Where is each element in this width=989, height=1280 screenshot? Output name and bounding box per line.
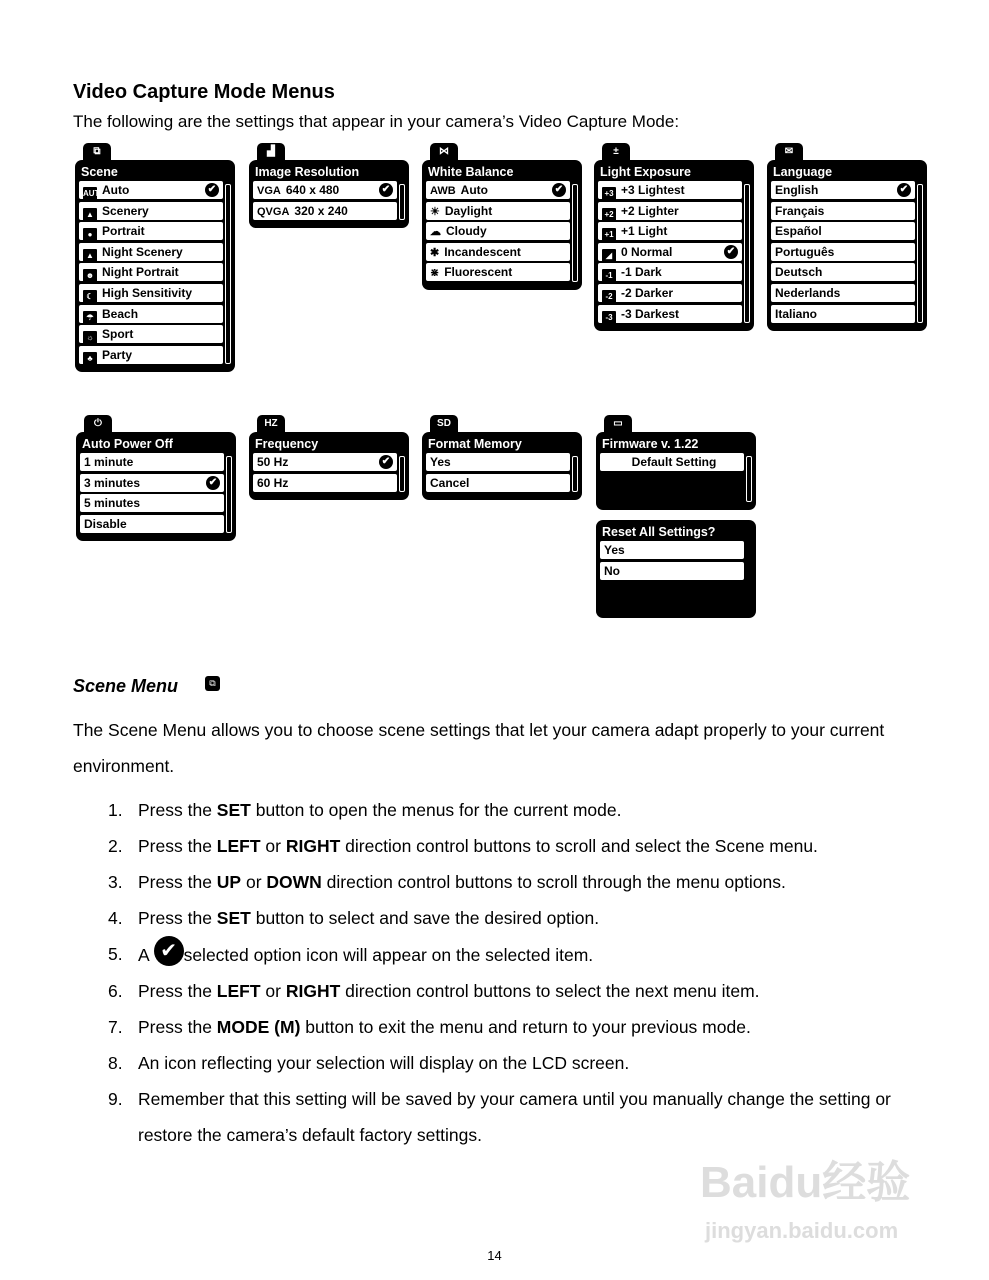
item-label: 3 minutes xyxy=(84,475,141,490)
item-label: Deutsch xyxy=(775,265,823,280)
menu-title: Auto Power Off xyxy=(82,437,173,451)
item-label: -2 Darker xyxy=(621,285,674,300)
check-icon: ✔ xyxy=(379,455,393,469)
scene-menu-heading: Scene Menu xyxy=(73,676,179,696)
scene-tab-icon: ⧉ xyxy=(83,143,111,163)
button-name: RIGHT xyxy=(285,836,341,856)
step-number: 5. xyxy=(108,944,123,964)
menu-item[interactable] xyxy=(600,562,744,580)
menu-panel xyxy=(249,432,409,500)
check-icon: ✔ xyxy=(724,245,738,259)
scrollbar[interactable] xyxy=(572,456,578,492)
text-segment: button to select and save the desired option. xyxy=(250,908,600,928)
text-segment: or xyxy=(260,836,286,856)
item-label: -1 Dark xyxy=(621,265,662,280)
text-segment: A xyxy=(138,945,154,965)
button-name: SET xyxy=(216,908,251,928)
menu-item[interactable] xyxy=(426,474,570,492)
menu-item[interactable] xyxy=(426,222,570,240)
menu-item[interactable] xyxy=(253,202,397,220)
item-icon: ◢ xyxy=(602,249,616,262)
text-segment: Press the xyxy=(138,872,217,892)
scene-description: The Scene Menu allows you to choose scene settings that let your camera adapt properly to your current environment. xyxy=(73,720,885,776)
step-item xyxy=(108,936,928,973)
menu-item[interactable] xyxy=(80,474,224,492)
menu-panel xyxy=(594,160,754,331)
menu-item[interactable] xyxy=(771,305,915,323)
item-label: 1 minute xyxy=(84,455,134,469)
step-item xyxy=(108,792,928,828)
button-name: SET xyxy=(216,800,251,820)
step-number: 7. xyxy=(108,1017,123,1037)
scene-icon: ⧉ xyxy=(205,676,220,691)
step-item xyxy=(108,1045,928,1081)
step-text xyxy=(138,936,593,973)
menu-item[interactable] xyxy=(79,222,223,240)
step-number: 3. xyxy=(108,872,123,892)
format-tab-icon: SD xyxy=(430,415,458,435)
menu-exposure xyxy=(594,146,754,331)
step-item xyxy=(108,864,928,900)
item-label: Sport xyxy=(102,327,134,342)
watermark-logo: Baidu经验 xyxy=(700,1158,911,1207)
menu-panel xyxy=(596,432,756,510)
item-prefix-icon: AWB xyxy=(430,185,456,197)
item-icon: -3 xyxy=(602,311,616,324)
scrollbar[interactable] xyxy=(225,184,231,364)
scrollbar[interactable] xyxy=(572,184,578,282)
step-text xyxy=(138,973,760,1009)
item-icon: ☂ xyxy=(83,311,97,324)
item-prefix-icon: ☀ xyxy=(430,205,440,218)
text-segment: Press the xyxy=(138,908,217,928)
item-prefix-icon: ☁ xyxy=(430,226,441,239)
item-icon: ● xyxy=(83,228,97,241)
menu-item[interactable] xyxy=(600,453,744,471)
item-label: 320 x 240 xyxy=(294,203,348,218)
menu-language xyxy=(767,146,927,331)
step-text xyxy=(138,900,599,936)
text-segment: or xyxy=(260,981,286,1001)
step-number: 2. xyxy=(108,836,123,856)
section-heading: Video Capture Mode Menus xyxy=(73,81,335,103)
scrollbar[interactable] xyxy=(226,456,232,533)
item-label: Beach xyxy=(102,306,139,321)
item-icon: ▲ xyxy=(83,249,97,262)
menu-item[interactable] xyxy=(426,243,570,261)
menu-title: Scene xyxy=(81,165,118,179)
text-segment: button to exit the menu and return to your previous mode. xyxy=(300,1017,751,1037)
button-name: LEFT xyxy=(216,981,261,1001)
menu-item[interactable] xyxy=(426,202,570,220)
item-label: No xyxy=(604,563,620,578)
text-segment: Remember that this setting will be saved by your camera until you manually change the setting or restore the camera’s default factory settings. xyxy=(138,1089,891,1145)
menu-panel xyxy=(76,432,236,541)
menu-panel xyxy=(422,432,582,500)
menu-item[interactable] xyxy=(771,222,915,240)
exposure-tab-icon: ± xyxy=(602,143,630,163)
text-segment: button to open the menus for the current mode. xyxy=(250,800,622,820)
menu-power xyxy=(76,418,236,541)
step-item xyxy=(108,1009,928,1045)
menu-item[interactable] xyxy=(80,453,224,471)
item-label: 50 Hz xyxy=(257,455,289,469)
text-segment: direction control buttons to select the next menu item. xyxy=(340,981,760,1001)
item-label: Cloudy xyxy=(446,224,487,239)
button-name: LEFT xyxy=(216,836,261,856)
menu-freq xyxy=(249,418,409,500)
menu-item[interactable] xyxy=(80,515,224,533)
item-label: 5 minutes xyxy=(84,496,141,511)
text-segment: direction control buttons to scroll through the menu options. xyxy=(321,872,786,892)
menu-title: Image Resolution xyxy=(255,165,360,179)
text-segment: An icon reflecting your selection will display on the LCD screen. xyxy=(138,1053,630,1073)
text-segment: or xyxy=(241,872,267,892)
button-name: UP xyxy=(216,872,242,892)
menu-item[interactable] xyxy=(253,453,397,471)
firmware-tab-icon: ▭ xyxy=(604,415,632,435)
intro-text: The following are the settings that appear in your camera’s Video Capture Mode: xyxy=(73,112,680,131)
menu-panel xyxy=(767,160,927,331)
text-segment: Press the xyxy=(138,981,217,1001)
item-label: English xyxy=(775,183,819,197)
step-item xyxy=(108,900,928,936)
item-label: Español xyxy=(775,224,822,239)
scrollbar[interactable] xyxy=(399,456,405,492)
step-number: 9. xyxy=(108,1089,123,1109)
item-icon: AUTO xyxy=(83,189,106,198)
item-label: Auto xyxy=(102,183,130,197)
menu-title: White Balance xyxy=(428,165,514,179)
scrollbar[interactable] xyxy=(917,184,923,323)
item-prefix-icon: QVGA xyxy=(257,205,290,218)
menu-item[interactable] xyxy=(771,243,915,261)
text-segment: direction control buttons to scroll and select the Scene menu. xyxy=(340,836,818,856)
item-label: Cancel xyxy=(430,475,470,490)
text-segment: Press the xyxy=(138,800,217,820)
menu-item[interactable] xyxy=(771,263,915,281)
item-label: +3 Lightest xyxy=(621,183,685,197)
menu-spacer xyxy=(600,582,744,612)
item-label: Fluorescent xyxy=(444,265,513,280)
menu-panel xyxy=(249,160,409,228)
scrollbar[interactable] xyxy=(744,184,750,323)
text-segment: selected option icon will appear on the selected item. xyxy=(183,945,594,965)
scrollbar[interactable] xyxy=(746,456,752,502)
item-icon: -2 xyxy=(602,290,616,303)
menu-item[interactable] xyxy=(253,474,397,492)
step-number: 8. xyxy=(108,1053,123,1073)
step-item xyxy=(108,973,928,1009)
power-tab-icon: ⏻ xyxy=(84,415,112,435)
menu-item[interactable] xyxy=(79,305,223,323)
step-text xyxy=(138,1081,928,1153)
item-icon: ☼ xyxy=(83,331,97,344)
item-icon: +1 xyxy=(602,228,616,241)
button-name: DOWN xyxy=(266,872,322,892)
menu-panel xyxy=(75,160,235,372)
menu-item[interactable] xyxy=(598,181,742,199)
menu-item[interactable] xyxy=(598,243,742,261)
check-icon: ✔ xyxy=(552,183,566,197)
item-label: Daylight xyxy=(444,203,493,218)
menu-spacer xyxy=(600,474,744,504)
step-item xyxy=(108,1081,928,1153)
step-number: 4. xyxy=(108,908,123,928)
menu-item[interactable] xyxy=(771,284,915,302)
item-icon: -1 xyxy=(602,269,616,282)
item-label: Italiano xyxy=(775,306,818,321)
menu-panel xyxy=(422,160,582,290)
menu-title: Firmware v. 1.22 xyxy=(602,437,699,451)
menu-item[interactable] xyxy=(79,284,223,302)
menu-firmware xyxy=(596,418,756,510)
menu-resolution xyxy=(249,146,409,228)
item-prefix-icon: ✱ xyxy=(430,246,440,259)
watermark-url: jingyan.baidu.com xyxy=(705,1218,899,1243)
menu-item[interactable] xyxy=(79,325,223,343)
wb-tab-icon: ⋈ xyxy=(430,143,458,163)
menu-item[interactable] xyxy=(80,494,224,512)
step-item xyxy=(108,828,928,864)
check-icon: ✔ xyxy=(154,936,184,966)
steps-list xyxy=(108,792,928,1153)
item-label: Yes xyxy=(430,455,451,469)
menu-title: Light Exposure xyxy=(600,165,691,179)
step-text xyxy=(138,1045,629,1081)
check-icon: ✔ xyxy=(379,183,393,197)
menu-item[interactable] xyxy=(79,202,223,220)
menu-item[interactable] xyxy=(771,181,915,199)
menu-item[interactable] xyxy=(79,263,223,281)
button-name: RIGHT xyxy=(285,981,341,1001)
step-text xyxy=(138,792,622,828)
item-label: Night Portrait xyxy=(102,265,179,280)
page-number: 14 xyxy=(487,1248,502,1263)
item-label: Default Setting xyxy=(631,455,717,469)
step-number: 6. xyxy=(108,981,123,1001)
menu-format xyxy=(422,418,582,500)
menu-item[interactable] xyxy=(598,263,742,281)
item-label: Disable xyxy=(84,516,127,531)
menu-item[interactable] xyxy=(253,181,397,199)
menu-item[interactable] xyxy=(426,263,570,281)
item-label: -3 Darkest xyxy=(621,306,680,321)
check-icon: ✔ xyxy=(206,476,220,490)
resolution-tab-icon: ▟ xyxy=(257,143,285,163)
item-label: Nederlands xyxy=(775,285,841,300)
item-icon: +2 xyxy=(602,208,616,221)
menu-item[interactable] xyxy=(426,453,570,471)
menu-panel xyxy=(596,520,756,618)
check-icon: ✔ xyxy=(205,183,219,197)
menu-wb xyxy=(422,146,582,290)
item-label: 640 x 480 xyxy=(285,183,340,197)
scrollbar[interactable] xyxy=(399,184,405,220)
item-icon: ☾ xyxy=(83,290,97,303)
item-label: Yes xyxy=(604,543,625,557)
menu-item[interactable] xyxy=(598,202,742,220)
item-label: +2 Lighter xyxy=(621,203,679,218)
item-icon: ♣ xyxy=(83,352,97,365)
menu-item[interactable] xyxy=(771,202,915,220)
item-label: 60 Hz xyxy=(257,475,289,490)
item-label: Auto xyxy=(460,183,488,197)
item-icon: ☻ xyxy=(83,269,97,282)
item-label: Português xyxy=(775,244,835,259)
item-prefix-icon: VGA xyxy=(257,185,281,197)
check-icon: ✔ xyxy=(897,183,911,197)
menu-scene xyxy=(75,146,235,372)
menu-title: Language xyxy=(773,165,833,179)
menu-item[interactable] xyxy=(79,243,223,261)
menu-item[interactable] xyxy=(598,305,742,323)
text-segment: Press the xyxy=(138,836,217,856)
menu-title: Reset All Settings? xyxy=(602,525,716,539)
item-label: Night Scenery xyxy=(102,244,183,259)
menu-title: Frequency xyxy=(255,437,319,451)
text-segment: Press the xyxy=(138,1017,217,1037)
step-text xyxy=(138,828,818,864)
item-icon: +3 xyxy=(602,187,616,200)
step-text xyxy=(138,1009,751,1045)
menu-item[interactable] xyxy=(426,181,570,199)
step-text xyxy=(138,864,786,900)
freq-tab-icon: HZ xyxy=(257,415,285,435)
menu-item[interactable] xyxy=(79,181,223,199)
menu-item[interactable] xyxy=(598,284,742,302)
item-icon: ▲ xyxy=(83,208,97,221)
menu-item[interactable] xyxy=(600,541,744,559)
item-label: Français xyxy=(775,203,825,218)
item-label: 0 Normal xyxy=(621,244,673,259)
item-label: Portrait xyxy=(102,224,145,239)
menu-reset xyxy=(596,520,756,618)
item-label: Incandescent xyxy=(444,244,521,259)
menu-item[interactable] xyxy=(79,346,223,364)
item-label: Party xyxy=(102,347,133,362)
step-number: 1. xyxy=(108,800,123,820)
menu-title: Format Memory xyxy=(428,437,522,451)
language-tab-icon: ✉ xyxy=(775,143,803,163)
item-label: Scenery xyxy=(102,203,149,218)
item-label: High Sensitivity xyxy=(102,285,193,300)
item-prefix-icon: ⋇ xyxy=(430,267,440,280)
menu-item[interactable] xyxy=(598,222,742,240)
item-label: +1 Light xyxy=(621,224,668,239)
button-name: MODE (M) xyxy=(216,1017,301,1037)
